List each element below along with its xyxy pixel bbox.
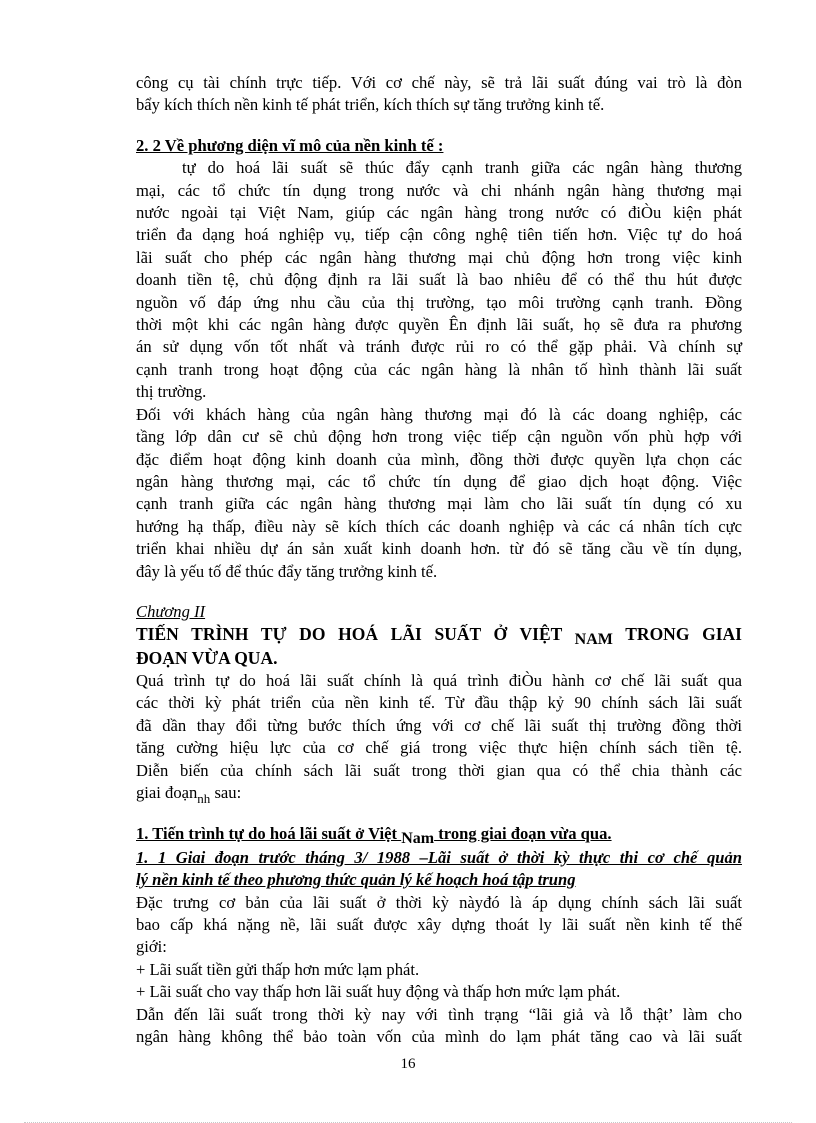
text-line: giới: [136, 937, 167, 957]
text-line: ngân hàng không thể bảo toàn vốn của mình do lạm phát tăng cao và lãi suất [136, 1027, 742, 1047]
text-line: triển đa dạng hoá nghiệp vụ, tiếp cận công nghệ tiên tiến hơn. Việc tự do hoá [136, 225, 742, 245]
section-1-heading-part-2: trong giai đoạn vừa qua. [434, 824, 612, 844]
text-line: bao cấp khá nặng nề, lãi suất được xây dựng thoát ly lãi suất nền kinh tế thế [136, 915, 742, 934]
text-line: hướng hạ thấp, điều này sẽ kích thích các doanh nghiệp và các cá nhân tích cực [136, 516, 742, 536]
page-number: 16 [400, 1056, 416, 1072]
section-2-2-paragraph-1 [136, 157, 742, 403]
text-line: cạnh tranh trong hoạt động của các ngân hàng là nhân tố hình thành lãi suất [136, 359, 742, 379]
text-line: ngân hàng thương mại, các tổ chức tín dụng để giao dịch hoạt động. Việc [136, 471, 742, 491]
section-1-heading-part-1: 1. Tiến trình tự do hoá lãi suất ở Việt [136, 824, 402, 844]
text-line: tăng cường hiệu lực của cơ chế giá trong việc thực hiện chính sách tiền tệ. [136, 738, 742, 758]
section-1-1-heading-line-2: lý nền kinh tế theo phương thức quản lý kế hoạch hoá tập trung [136, 870, 576, 890]
chapter-intro-paragraph [136, 670, 742, 805]
text-line: + Lãi suất cho vay thấp hơn lãi suất huy động và thấp hơn mức lạm phát. [136, 982, 621, 1002]
chapter-title [136, 623, 742, 647]
text-line: án sử dụng vốn tốt nhất và tránh được rủi ro có thể gặp phải. Và chính sự [136, 337, 742, 357]
last-line-part-1: giai đoạn [136, 782, 198, 802]
text-line: Đặc trưng cơ bản của lãi suất ở thời kỳ nàyđó là áp dụng chính sách lãi suất [136, 892, 742, 912]
chapter-title-sub: NAM [574, 630, 613, 648]
text-line: Quá trình tự do hoá lãi suất chính là quá trình điÒu hành cơ chế lãi suất qua [136, 670, 742, 690]
document-body [136, 72, 742, 1048]
section-1-1-body [136, 892, 742, 1049]
chapter-title-line-2: ĐOẠN VỪA QUA. [136, 647, 278, 668]
text-line: đặc điểm hoạt động kinh doanh của mình, đồng thời được quyền lựa chọn các [136, 449, 742, 469]
chapter-title-part-1: TIẾN TRÌNH TỰ DO HOÁ LÃI SUẤT Ở VIỆT [136, 623, 575, 644]
text-line: thị trường. [136, 382, 207, 402]
text-line: tầng lớp dân cư sẽ chủ động hơn trong việc tiếp cận nguồn vốn phù hợp với [136, 427, 742, 447]
intro-line-2: bẩy kích thích nền kinh tế phát triển, kích thích sự tăng trưởng kinh tế. [136, 95, 605, 115]
last-line-sub: nh [197, 790, 211, 806]
text-line: cạnh tranh giữa các ngân hàng thương mại làm cho lãi suất tín dụng có xu [136, 494, 742, 514]
section-1-1-heading-line-1: 1. 1 Giai đoạn trước tháng 3/ 1988 –Lãi suất ở thời kỳ thực thi cơ chế quản [136, 847, 742, 867]
chapter-title-part-2: TRONG GIAI [612, 623, 742, 644]
text-line: nước ngoài tại Việt Nam, giúp các ngân hàng trong nước có điÒu kiện phát [136, 203, 742, 223]
text-line [136, 782, 742, 805]
last-line-part-2: sau: [210, 782, 242, 802]
text-line: triển khai nhiều dự án sản xuất kinh doanh hơn. từ đó sẽ tăng cầu về tín dụng, [136, 539, 742, 559]
intro-line-1: công cụ tài chính trực tiếp. Với cơ chế này, sẽ trả lãi suất đúng vai trò là đòn [136, 73, 742, 92]
text-line: các thời kỳ phát triển của nền kinh tế. Từ đầu thập kỷ 90 chính sách lãi suất [136, 693, 742, 713]
text-line: mại, các tổ chức tín dụng trong nước và chi nhánh ngân hàng thương mại [136, 180, 742, 200]
section-1-heading-sub: Nam [401, 830, 435, 848]
text-line: tự do hoá lãi suất sẽ thúc đẩy cạnh tranh giữa các ngân hàng thương [182, 158, 742, 178]
text-line: + Lãi suất tiền gửi thấp hơn mức lạm phát. [136, 959, 420, 979]
text-line: doanh tiền tệ, chủ động định ra lãi suất là bao nhiêu để có thể thu hút được [136, 270, 742, 290]
chapter-label: Chương II [136, 601, 206, 621]
text-line: lãi suất cho phép các ngân hàng thương mại chủ động hơn trong việc kinh [136, 247, 742, 267]
section-2-2-heading: 2. 2 Về phương diện vĩ mô của nền kinh tế : [136, 135, 444, 155]
section-1-heading [136, 823, 742, 846]
section-2-2-paragraph-2 [136, 404, 742, 583]
text-line: thời một khi các ngân hàng được quyền Ên định lãi suất, họ sẽ đưa ra phương [136, 315, 742, 335]
text-line: nguồn vố đáp ứng nhu cầu của thị trường, tạo môi trường cạnh tranh. Đồng [136, 292, 742, 312]
text-line: Dẫn đến lãi suất trong thời kỳ nay với tình trạng “lãi giả và lỗ thật’ làm cho [136, 1004, 742, 1024]
text-line: đây là yếu tố để thúc đẩy tăng trưởng kinh tế. [136, 561, 438, 581]
text-line: Diễn biến của chính sách lãi suất trong thời gian qua có thể chia thành các [136, 760, 742, 780]
text-line: Đối với khách hàng của ngân hàng thương mại đó là các doang nghiệp, các [136, 404, 742, 424]
text-line: đã dần thay đổi từng bước thích ứng với cơ chế lãi suất thị trường đồng thời [136, 715, 742, 735]
